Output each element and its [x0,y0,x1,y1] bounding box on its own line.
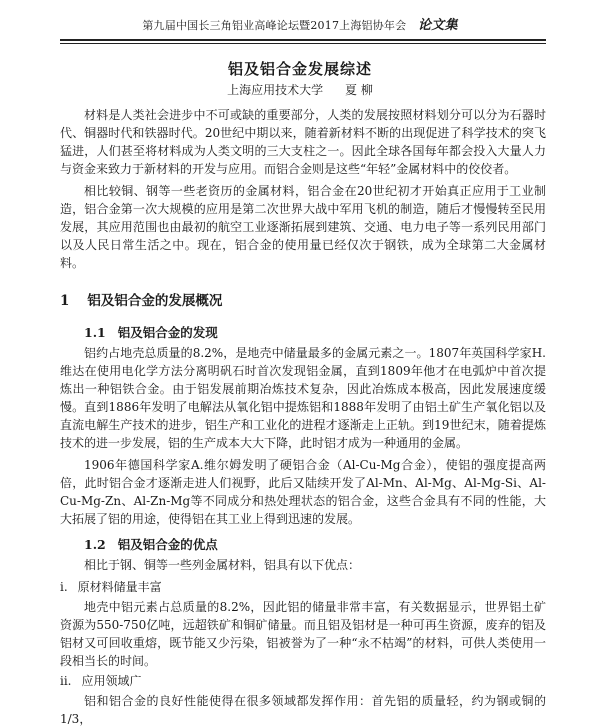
paper-title: 铝及铝合金发展综述 [227,60,372,78]
s11-paragraph-2: 1906年德国科学家A.维尔姆发明了硬铝合金（Al-Cu-Mg合金），使铝的强度提高两倍，此时铝合金才逐渐走进人们视野，此后又陆续开发了Al-Mn、Al-Mg、Al-Mg-Si、Al-Cu-Mg-Zn、Al-Zn-Mg等不同成分和热处理状态的铝合金，这些合金具有不同的性能，大大拓展了铝的用途，使得铝在其工业上得到迅速的发展。 [60,458,546,526]
section-title: 铝及铝合金的发展概况 [87,293,223,309]
intro-paragraph-2: 相比较铜、钢等一些老资历的金属材料，铝合金在20世纪初才开始真正应用于工业制造，铝合金第一次大规模的应用是第二次世界大战中军用飞机的制造，随后才慢慢转至民用发展，其应用范围也由最初的航空工业逐渐拓展到建筑、交通、电力电子等一系列民用部门以及人民日常生活之中。现在，铝合金的使用量已经仅次于钢铁，成为全球第二大金属材料。 [60,184,546,270]
header-rule-thick [60,39,546,41]
section-heading-1 [60,292,546,310]
subsection-number: 1.1 [84,325,106,340]
item-number: ii. [60,674,72,688]
item-number: i. [60,580,68,594]
author-line [0,81,600,98]
subsection-title: 铝及铝合金的发现 [117,325,218,340]
author-name: 夏 柳 [345,83,373,97]
item-title: 应用领域广 [81,674,142,688]
author-affiliation: 上海应用技术大学 [227,83,324,97]
subsection-heading-1-2 [84,536,546,554]
s11-paragraph-1: 铝约占地壳总质量的8.2%，是地壳中储量最多的金属元素之一。1807年英国科学家H.维达在使用电化学方法分离明矾石时首次发现铝金属，直到1809年他才在电弧炉中首次提炼出一种铝铁合金。由于铝发展前期冶炼技术复杂，因此冶炼成本极高，因此发展速度缓慢。直到1886年发明了电解法从氧化铝中提炼铝和1888年发明了由铝土矿生产氧化铝以及直流电解生产技术的进步，铝生产和工业化的进程才逐渐走上正轨。到19世纪末，随着提炼技术的进一步发展，铝的生产成本大大下降，此时铝才成为一种通用的金属。 [60,346,546,450]
subsection-number: 1.2 [84,537,106,552]
section-number: 1 [60,293,70,309]
running-header [0,14,600,33]
s12-intro: 相比于钢、铜等一些列金属材料，铝具有以下优点： [84,558,361,572]
subsection-title: 铝及铝合金的优点 [117,537,218,552]
item-title: 原材料储量丰富 [77,580,162,594]
list-item-2 [60,672,546,690]
header-rule-thin [60,43,546,44]
list-item-2-body: 铝和铝合金的良好性能使得在很多领域都发挥作用：首先铝的质量轻，约为钢或铜的1/3， [60,694,546,726]
intro-paragraph-1: 材料是人类社会进步中不可或缺的重要部分，人类的发展按照材料划分可以分为石器时代、铜器时代和铁器时代。20世纪中期以来，随着新材料不断的出现促进了科学技术的突飞猛进，人们甚至将材料成为人类文明的三大支柱之一。因此全球各国每年都会投入大量人力与资金来致力于新材料的开发与应用。而铝合金则是这些“年轻”金属材料中的佼佼者。 [60,108,546,176]
proceedings-stamp: 论文集 [418,18,458,33]
list-item-1 [60,578,546,596]
list-item-1-body: 地壳中铝元素占总质量的8.2%，因此铝的储量非常丰富，有关数据显示，世界铝土矿资源为550-750亿吨，远超铁矿和铜矿储量。而且铝及铝材是一种可再生资源，废弃的铝及铝材又可回收重熔，既节能又少污染，铝被誉为了一种“永不枯竭”的材料，可供人类使用一段相当长的时间。 [60,600,546,668]
body-content [60,106,546,728]
header-text: 第九届中国长三角铝业高峰论坛暨2017上海铝协年会 [142,19,407,32]
subsection-heading-1-1 [84,324,546,342]
